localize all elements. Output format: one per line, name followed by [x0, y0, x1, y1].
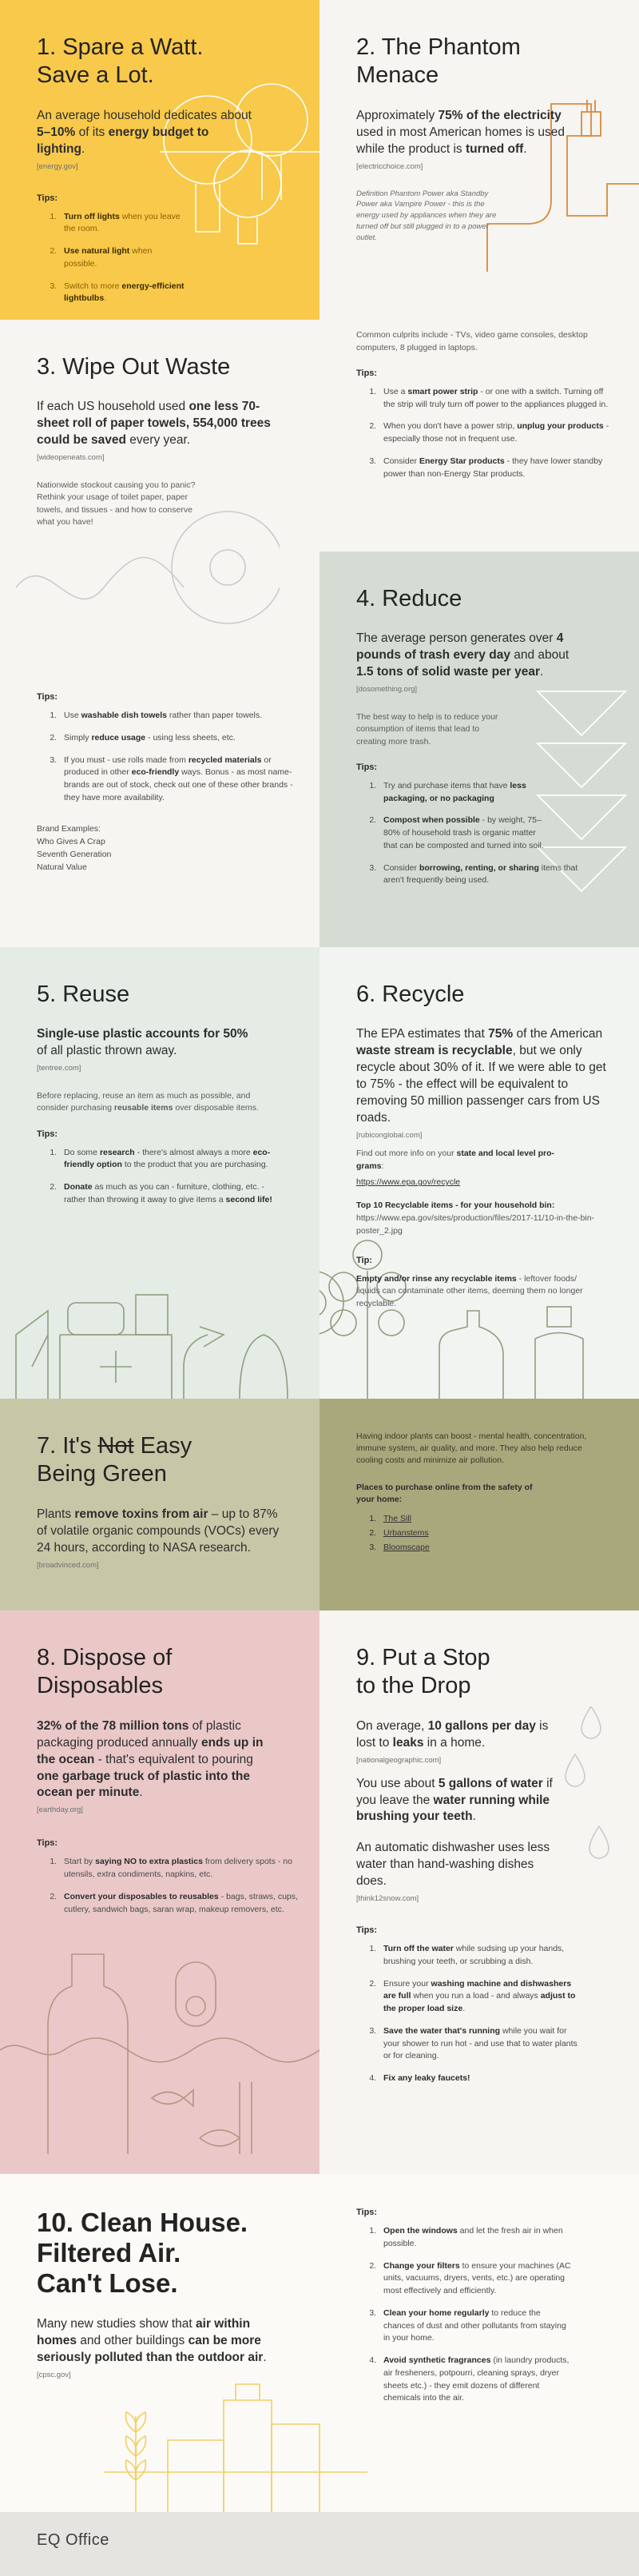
lead-text: Approximately 75% of the electricity used in most American homes is used while the product is turned off.	[356, 108, 566, 156]
tips-list	[37, 1147, 275, 1207]
lead-text: Many new studies show that air within homes and other buildings can be more seriously polluted than the outdoor air.	[37, 2316, 267, 2364]
list-item[interactable]	[379, 1513, 607, 1526]
tips-list	[356, 1943, 578, 2085]
list-item: 3. If you must - use rolls made from recycled materials or produced in other eco-friendly ways. Bonus - as most name-brands are out of stock, check out one of these other brands - they have more availability.	[59, 754, 299, 805]
source: [energy.gov]	[37, 161, 78, 171]
list-item: 3. Consider Energy Star products - they have lower standby power than non-Energy Star products.	[379, 456, 610, 481]
reuse-items-illustration	[0, 1247, 320, 1399]
section-being-green	[0, 1399, 320, 1610]
tips-list	[356, 2225, 572, 2405]
lead-text: 32% of the 78 million tons of plastic packaging produced annually ends up in the ocean - that's equivalent to pouring one garbage truck of plastic into the ocean per minute.	[37, 1718, 264, 1800]
tip-text: Empty and/or rinse any recyclable items - leftover foods/ liquids can contaminate other items, deeming them no longer recyclable.	[356, 1273, 583, 1309]
section-reuse	[0, 947, 320, 1399]
section-dispose-disposables	[0, 1610, 320, 2174]
section-being-green-resources	[320, 1399, 639, 1610]
lead-text: If each US household used one less 70-sheet roll of paper towels, 554,000 trees could be saved every year.	[37, 400, 271, 448]
tips-label: Tips:	[37, 692, 58, 703]
section-title: 10. Clean House. Filtered Air. Can't Lose.	[37, 2208, 248, 2298]
tips-label: Tips:	[37, 193, 58, 203]
source: [cpsc.gov]	[37, 2370, 71, 2379]
lead-text-3: An automatic dishwasher uses less water than hand-washing dishes does.	[356, 1841, 550, 1889]
tips-list	[37, 710, 299, 805]
list-item: 1. Turn off the water while sudsing up your hands, brushing your teeth, or scrubbing a dish.	[379, 1943, 578, 1969]
list-item: 3. Consider borrowing, renting, or sharing items that aren't frequently being used.	[379, 862, 591, 888]
note-text: Nationwide stockout causing you to panic? Rethink your usage of toilet paper, paper towels, and tissues - and how to conserve what you have!	[37, 480, 196, 527]
source: [electricchoice.com]	[356, 161, 423, 171]
places-list	[356, 1513, 607, 1554]
source: [wideopeneats.com]	[37, 453, 105, 463]
note-text: Before replacing, reuse an item as much as possible, and consider purchasing reusable items over disposable items.	[37, 1091, 259, 1113]
section-spare-a-watt	[0, 0, 320, 320]
list-item: 2. Simply reduce usage - using less sheets, etc.	[59, 732, 299, 745]
source: [tentree.com]	[37, 1064, 81, 1073]
list-item[interactable]	[379, 1527, 607, 1540]
tips-label: Tips:	[356, 762, 378, 772]
tips-label: Tips:	[356, 368, 378, 378]
section-recycle	[320, 947, 639, 1399]
list-item: 1. Start by saying NO to extra plastics from delivery spots - no utensils, extra condiments, napkins, etc.	[59, 1856, 299, 1881]
urbanstems-link[interactable]: Urbanstems	[383, 1527, 429, 1538]
lead-text: An average household dedicates about 5–10% of its energy budget to lighting.	[37, 108, 252, 156]
section-title: 8. Dispose of Disposables	[37, 1645, 173, 1699]
plants-benefits-text: Having indoor plants can boost - mental health, concentration, immune system, air quality, and more. They also help reduce cooling costs and minimize air pollution.	[356, 1431, 587, 1466]
list-item: 1. Turn off lights when you leave the room.	[59, 211, 187, 237]
lead-text: Single-use plastic accounts for 50% of all plastic thrown away.	[37, 1027, 248, 1058]
list-item: 1. Do some research - there's almost always a more eco-friendly option to the product that you are purchasing.	[59, 1147, 275, 1173]
tips-label: Tips:	[356, 2208, 378, 2217]
definition-text: Definition Phantom Power aka Standby Power aka Vampire Power - this is the energy used by appliances when they are turned off but still plugged in to a power outlet.	[356, 189, 497, 242]
list-item: 1. Use washable dish towels rather than paper towels.	[59, 710, 299, 723]
section-title: 5. Reuse	[37, 981, 130, 1007]
section-title: 2. The Phantom Menace	[356, 34, 521, 89]
section-title: 7. It's Not Easy Being Green	[37, 1433, 192, 1487]
section-stop-the-drop	[320, 1610, 639, 2174]
tips-list	[356, 386, 610, 481]
section-title: 4. Reduce	[356, 586, 462, 611]
list-item: 2. Donate as much as you can - furniture, clothing, etc. - rather than throwing it away to give items a second life!	[59, 1181, 275, 1207]
list-item: 3. Save the water that's running while you wait for your shower to run hot - and use that to water plants or for cleaning.	[379, 2025, 578, 2063]
lead-text: On average, 10 gallons per day is lost to leaks in a home.	[356, 1718, 549, 1750]
brand-item: Who Gives A Crap	[37, 836, 105, 846]
list-item: 2. Convert your disposables to reusables - bags, straws, cups, cutlery, sandwich bags, saran wrap, makeup removers, etc.	[59, 1891, 299, 1917]
section-reduce	[320, 551, 639, 947]
list-item: 1. Use a smart power strip - or one with a switch. Turning off the strip will truly turn off power to the appliances plugged in.	[379, 386, 610, 412]
bloomscape-link[interactable]: Bloomscape	[383, 1542, 430, 1552]
tips-label: Tips:	[37, 1129, 58, 1139]
note-text: The best way to help is to reduce your consumption of items that lead to creating more trash.	[356, 712, 498, 747]
source: [dosomething.org]	[356, 685, 418, 695]
list-item: 2. When you don't have a power strip, unplug your products - especially those not in frequent use.	[379, 420, 610, 446]
list-item[interactable]	[379, 1542, 607, 1555]
brand-logo-text: EQ Office	[37, 2531, 109, 2549]
lead-text: Plants remove toxins from air – up to 87% of volatile organic compounds (VOCs) every 24 hours, according to NASA research.	[37, 1507, 280, 1555]
section-title: 9. Put a Stop to the Drop	[356, 1645, 490, 1699]
brand-item: Seventh Generation	[37, 850, 112, 860]
list-item: 3. Clean your home regularly to reduce the chances of dust and other pollutants from staying in your home.	[379, 2307, 572, 2345]
lead-text: The EPA estimates that 75% of the American waste stream is recyclable, but we only recycle about 30% of it. If we were able to get to 75% - the effect will be equivalent to removing 50 million passenger cars from US roads.	[356, 1027, 606, 1125]
list-item: 1. Open the windows and let the fresh air in when possible.	[379, 2225, 572, 2251]
section-title: 3. Wipe Out Waste	[37, 354, 231, 380]
lead-text-2: You use about 5 gallons of water if you leave the water running while brushing your teeth.	[356, 1776, 553, 1824]
tips-list	[356, 780, 578, 887]
brands-label: Brand Examples:	[37, 823, 101, 834]
tips-label: Tips:	[356, 1925, 378, 1936]
find-more-text: Find out more info on your state and local level pro-grams:	[356, 1148, 555, 1171]
source: [rubiconglobal.com]	[356, 1130, 423, 1140]
culprits-text: Common culprits include - TVs, video game consoles, desktop computers, 8 plugged in laptops.	[356, 330, 588, 352]
the-sill-link[interactable]: The Sill	[383, 1514, 412, 1524]
list-item: 3. Switch to more energy-efficient lightbulbs.	[59, 281, 187, 306]
section-phantom-menace	[320, 0, 639, 551]
lead-text: The average person generates over 4 pounds of trash every day and about 1.5 tons of solid waste per year.	[356, 631, 570, 679]
tips-label: Tips:	[37, 1838, 58, 1849]
list-item: 2. Use natural light when possible.	[59, 245, 187, 271]
source: [broadvinced.com]	[37, 1560, 99, 1570]
list-item: 1. Try and purchase items that have less packaging, or no packaging	[379, 780, 546, 806]
source: [nationalgeographic.com]	[356, 1755, 442, 1765]
section-title: 1. Spare a Watt. Save a Lot.	[37, 34, 204, 89]
tips-list	[37, 211, 187, 306]
ocean-plastic-illustration	[0, 1898, 320, 2154]
section-clean-house	[0, 2174, 639, 2512]
epa-recycle-link[interactable]: https://www.epa.gov/recycle	[356, 1177, 461, 1188]
city-air-illustration	[104, 2368, 367, 2512]
source: [think12snow.com]	[356, 1894, 419, 1904]
places-label: Places to purchase online from the safety of your home:	[356, 1482, 533, 1505]
list-item: 4. Avoid synthetic fragrances (in laundry products, air fresheners, potpourri, cleaning sprays, dryer sheets etc.) - they emit dozens of different chemicals into the air.	[379, 2355, 572, 2405]
clean-house-tips	[356, 2208, 572, 2415]
list-item: 4. Fix any leaky faucets!	[379, 2072, 578, 2085]
section-wipe-out-waste	[0, 320, 320, 947]
tips-label: Tip:	[356, 1255, 372, 1265]
list-item: 2. Ensure your washing machine and dishwashers are full when you run a load - and always adjust to the proper load size.	[379, 1978, 578, 2016]
tips-list	[37, 1856, 299, 1916]
brand-item: Natural Value	[37, 862, 87, 873]
list-item: 2. Compost when possible - by weight, 75–80% of household trash is organic matter that can be composted and turned into soil.	[379, 814, 546, 852]
list-item: 2. Change your filters to ensure your machines (AC units, vacuums, dryers, vents, etc.) are operating most effectively and efficiently.	[379, 2260, 572, 2298]
top10-text: Top 10 Recyclable items - for your household bin: https://www.epa.gov/sites/production/files/2017-11/10-in-the-bin-poster_2.jpg	[356, 1200, 595, 1236]
brand-examples	[37, 822, 288, 874]
footer	[0, 2512, 639, 2576]
source: [earthday.org]	[37, 1806, 83, 1815]
section-title: 6. Recycle	[356, 981, 465, 1007]
